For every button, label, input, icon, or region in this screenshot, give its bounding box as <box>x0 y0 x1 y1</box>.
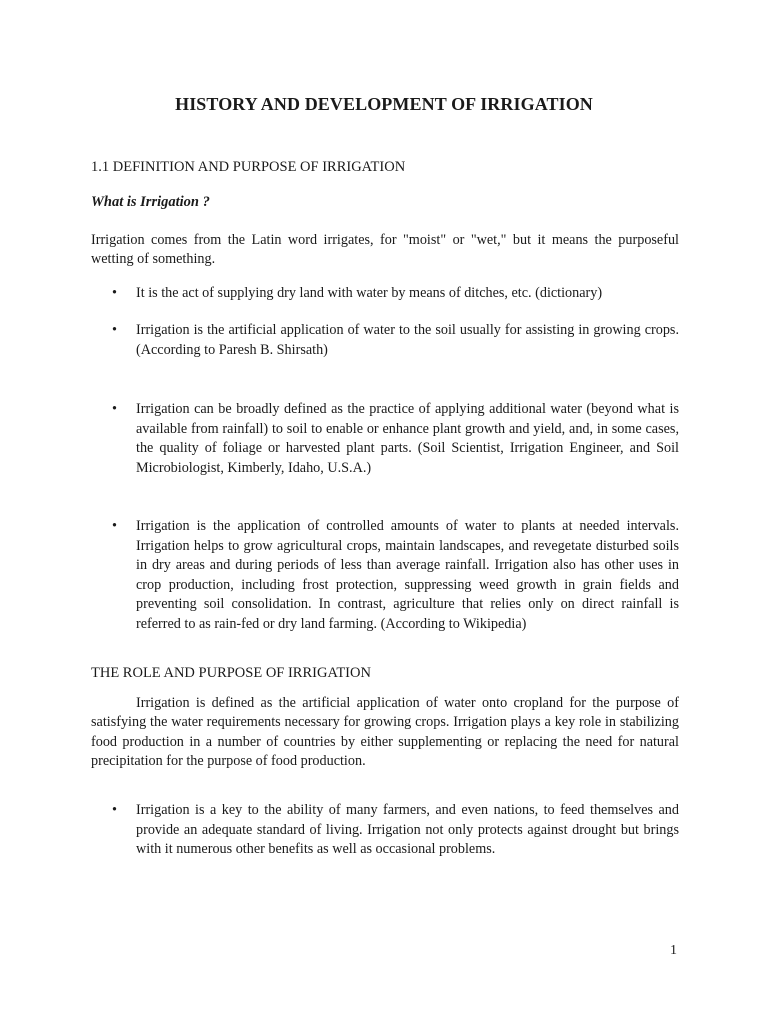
intro-paragraph: Irrigation comes from the Latin word irrigates, for "moist" or "wet," but it means the purposeful wetting of something. <box>91 232 679 268</box>
bullet-marker: • <box>112 285 117 301</box>
section-heading-role: THE ROLE AND PURPOSE OF IRRIGATION <box>91 665 371 681</box>
bullet-marker: • <box>112 401 117 417</box>
question-subheading: What is Irrigation ? <box>91 194 210 210</box>
document-title: HISTORY AND DEVELOPMENT OF IRRIGATION <box>175 94 593 114</box>
definition-text: It is the act of supplying dry land with water by means of ditches, etc. (dictionary) <box>136 285 603 301</box>
definition-text: Irrigation is the artificial application of water to the soil usually for assisting in growing crops. (According to Paresh B. Shirsath) <box>136 322 679 358</box>
role-paragraph: Irrigation is defined as the artificial application of water onto cropland for the purpose of satisfying the water requirements necessary for growing crops. Irrigation plays a key role in stabilizing food production in a number of countries by either supplementing or replacing the need for natural precipitation for the purpose of food production. <box>91 695 679 770</box>
page-number: 1 <box>670 943 677 958</box>
role-bullet-text: Irrigation is a key to the ability of many farmers, and even nations, to feed themselves and provide an adequate standard of living. Irrigation not only protects against drought but brings with it numerous other benefits as well as occasional problems. <box>136 802 679 857</box>
definition-text: Irrigation can be broadly defined as the practice of applying additional water (beyond what is available from rainfall) to soil to enable or enhance plant growth and yield, and, in some cases, the quality of foliage or harvested plant parts. (Soil Scientist, Irrigation Engineer, and Soil Microbiologist, Kimberly, Idaho, U.S.A.) <box>136 401 679 476</box>
section-heading-definition: 1.1 DEFINITION AND PURPOSE OF IRRIGATION <box>91 159 406 175</box>
bullet-marker: • <box>112 322 117 338</box>
definition-text: Irrigation is the application of controlled amounts of water to plants at needed intervals. Irrigation helps to grow agricultural crops, maintain landscapes, and revegetate disturbed soils in dry areas and during periods of less than average rainfall. Irrigation also has other uses in crop production, including frost protection, suppressing weed growth in grain fields and preventing soil consolidation. In contrast, agriculture that relies only on direct rainfall is referred to as rain-fed or dry land farming. (According to Wikipedia) <box>136 518 679 632</box>
bullet-marker: • <box>112 802 117 818</box>
bullet-marker: • <box>112 518 117 534</box>
